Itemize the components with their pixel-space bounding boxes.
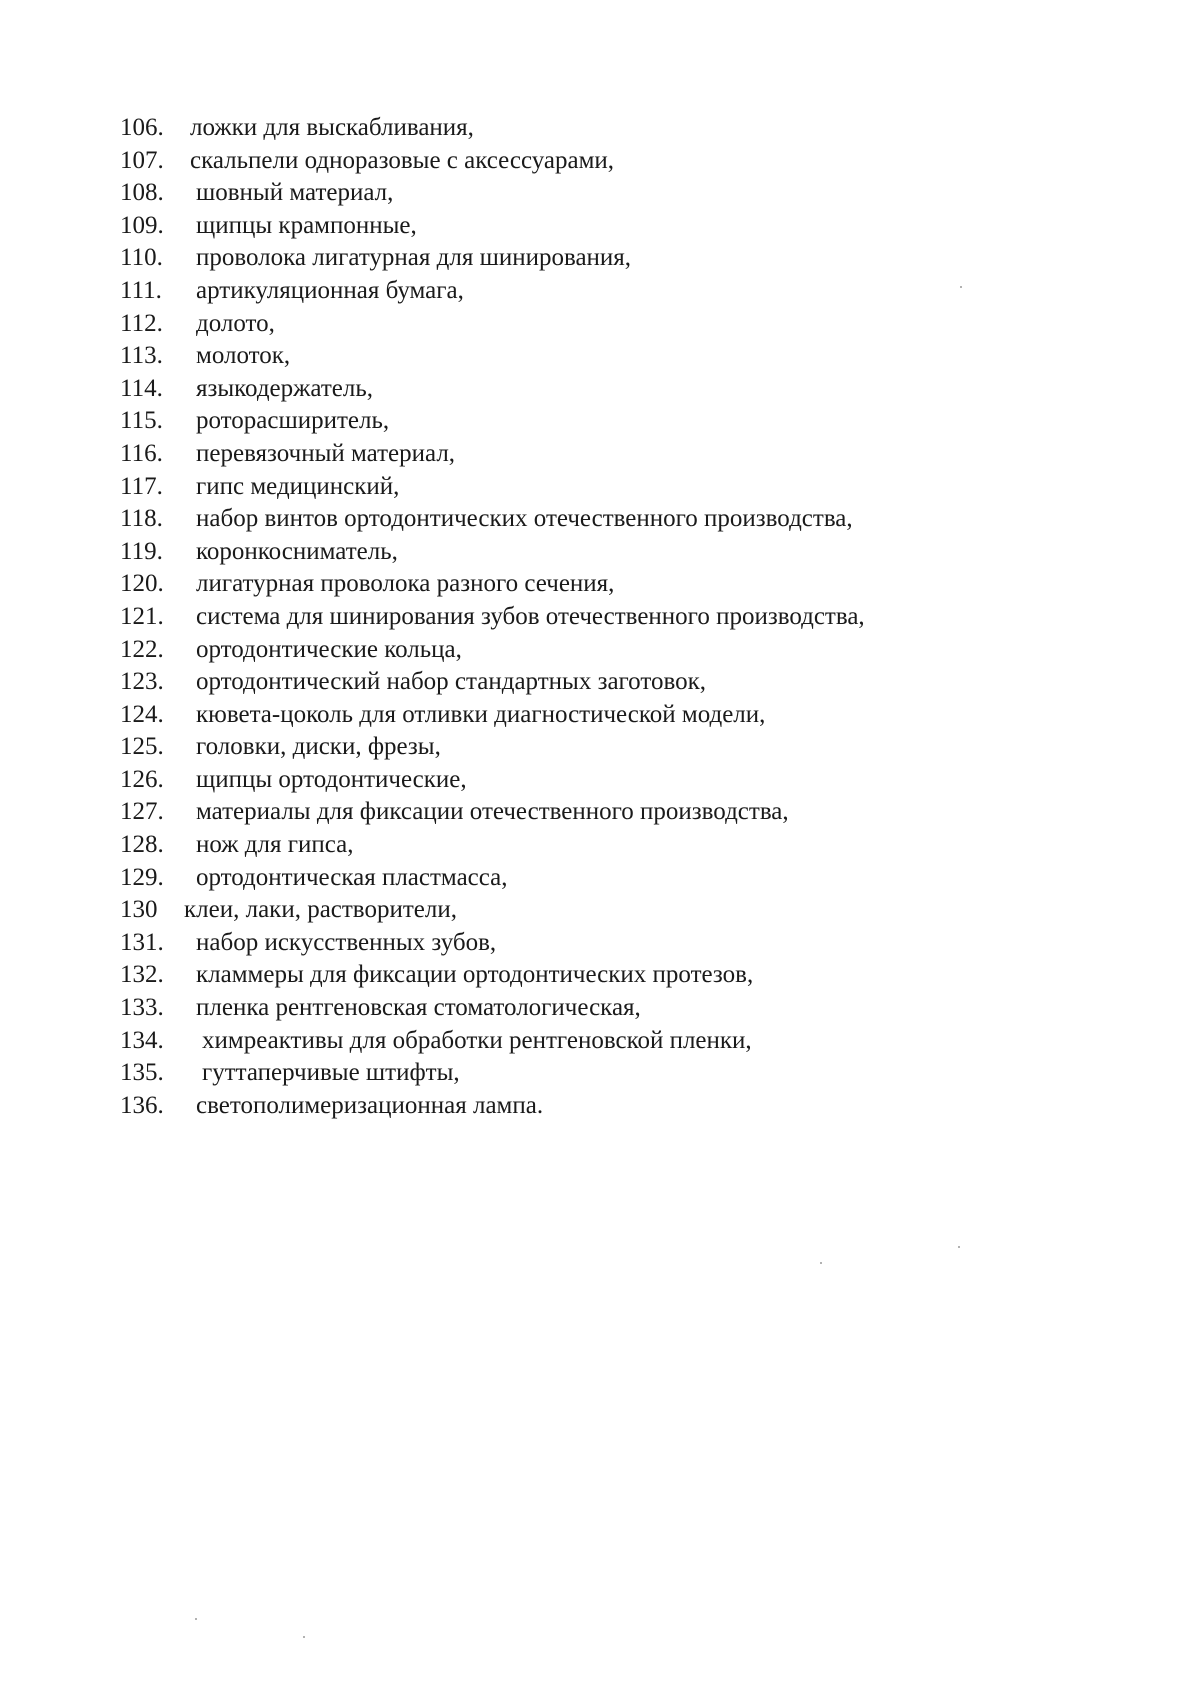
item-text: набор искусственных зубов, (196, 928, 497, 956)
list-item (120, 1090, 865, 1123)
item-number: 134. (120, 1026, 164, 1054)
list-item (120, 405, 865, 438)
list-item (120, 796, 865, 829)
item-number: 121. (120, 602, 164, 630)
item-text: артикуляционная бумага, (196, 276, 464, 304)
list-item (120, 210, 865, 243)
list-item (120, 601, 865, 634)
list-item (120, 438, 865, 471)
item-number: 131. (120, 928, 164, 956)
item-text: ортодонтическая пластмасса, (196, 863, 508, 891)
item-text: система для шинирования зубов отечественного производства, (196, 602, 865, 630)
list-item (120, 894, 865, 927)
list-item (120, 503, 865, 536)
list-item (120, 959, 865, 992)
list-item (120, 145, 865, 178)
item-text: светополимеризационная лампа. (196, 1091, 544, 1119)
list-item (120, 373, 865, 406)
item-number: 128. (120, 831, 164, 859)
list-item (120, 829, 865, 862)
numbered-list (120, 112, 865, 1122)
item-text: нож для гипса, (196, 831, 354, 859)
item-number: 136. (120, 1091, 164, 1119)
item-number: 129. (120, 863, 164, 891)
item-number: 116. (120, 439, 163, 467)
item-number: 107. (120, 146, 164, 174)
item-number: 127. (120, 798, 164, 826)
item-number: 111. (120, 276, 162, 304)
item-number: 118. (120, 505, 163, 533)
list-item (120, 112, 865, 145)
item-number: 112. (120, 309, 163, 337)
item-text: ортодонтический набор стандартных заготовок, (196, 668, 706, 696)
list-item (120, 764, 865, 797)
scan-speck (820, 1262, 822, 1264)
item-number: 122. (120, 635, 164, 663)
item-number: 135. (120, 1059, 164, 1087)
item-number: 126. (120, 765, 164, 793)
item-text: коронкосниматель, (196, 537, 398, 565)
item-text: шовный материал, (196, 179, 394, 207)
item-number: 125. (120, 733, 164, 761)
item-number: 119. (120, 537, 163, 565)
list-item (120, 634, 865, 667)
item-text: головки, диски, фрезы, (196, 733, 441, 761)
item-text: лигатурная проволока разного сечения, (196, 570, 615, 598)
item-text: проволока лигатурная для шинирования, (196, 244, 632, 272)
list-item (120, 308, 865, 341)
list-item (120, 1057, 865, 1090)
scan-speck (195, 1618, 197, 1620)
item-number: 123. (120, 668, 164, 696)
item-text: долото, (196, 309, 275, 337)
list-item (120, 699, 865, 732)
list-item (120, 340, 865, 373)
item-text: языкодержатель, (196, 374, 374, 402)
item-text: кламмеры для фиксации ортодонтических протезов, (196, 961, 754, 989)
item-number: 132. (120, 961, 164, 989)
list-item (120, 731, 865, 764)
list-item (120, 242, 865, 275)
list-item (120, 1025, 865, 1058)
item-text: ортодонтические кольца, (196, 635, 462, 663)
item-number: 110. (120, 244, 163, 272)
item-number: 106. (120, 114, 164, 141)
item-text: перевязочный материал, (196, 439, 456, 467)
item-text: клеи, лаки, растворители, (184, 896, 457, 924)
list-item (120, 275, 865, 308)
list-item (120, 862, 865, 895)
item-text: кювета-цоколь для отливки диагностической модели, (196, 700, 766, 728)
scan-speck (960, 286, 962, 288)
item-number: 113. (120, 342, 163, 370)
item-text: молоток, (196, 342, 291, 370)
list-item (120, 177, 865, 210)
item-text: ложки для выскабливания, (190, 114, 474, 141)
item-text: скальпели одноразовые с аксессуарами, (190, 146, 615, 174)
item-number: 114. (120, 374, 163, 402)
item-text: набор винтов ортодонтических отечественного производства, (196, 505, 853, 533)
scan-speck (958, 1246, 960, 1248)
item-number: 120. (120, 570, 164, 598)
scan-speck (303, 1636, 305, 1638)
list-item (120, 992, 865, 1025)
item-number: 133. (120, 994, 164, 1022)
list-item (120, 536, 865, 569)
list-item (120, 927, 865, 960)
item-number: 124. (120, 700, 164, 728)
item-text: материалы для фиксации отечественного производства, (196, 798, 789, 826)
item-text: щипцы крампонные, (196, 211, 417, 239)
item-text: гуттаперчивые штифты, (202, 1059, 460, 1087)
item-text: щипцы ортодонтические, (196, 765, 467, 793)
list-item (120, 666, 865, 699)
item-number: 115. (120, 407, 163, 435)
item-number: 108. (120, 179, 164, 207)
list-item (120, 568, 865, 601)
item-text: химреактивы для обработки рентгеновской пленки, (202, 1026, 752, 1054)
item-number: 109. (120, 211, 164, 239)
list-item (120, 471, 865, 504)
item-number: 130 (120, 896, 158, 924)
item-text: гипс медицинский, (196, 472, 400, 500)
item-text: роторасширитель, (196, 407, 390, 435)
item-text: пленка рентгеновская стоматологическая, (196, 994, 641, 1022)
item-number: 117. (120, 472, 163, 500)
